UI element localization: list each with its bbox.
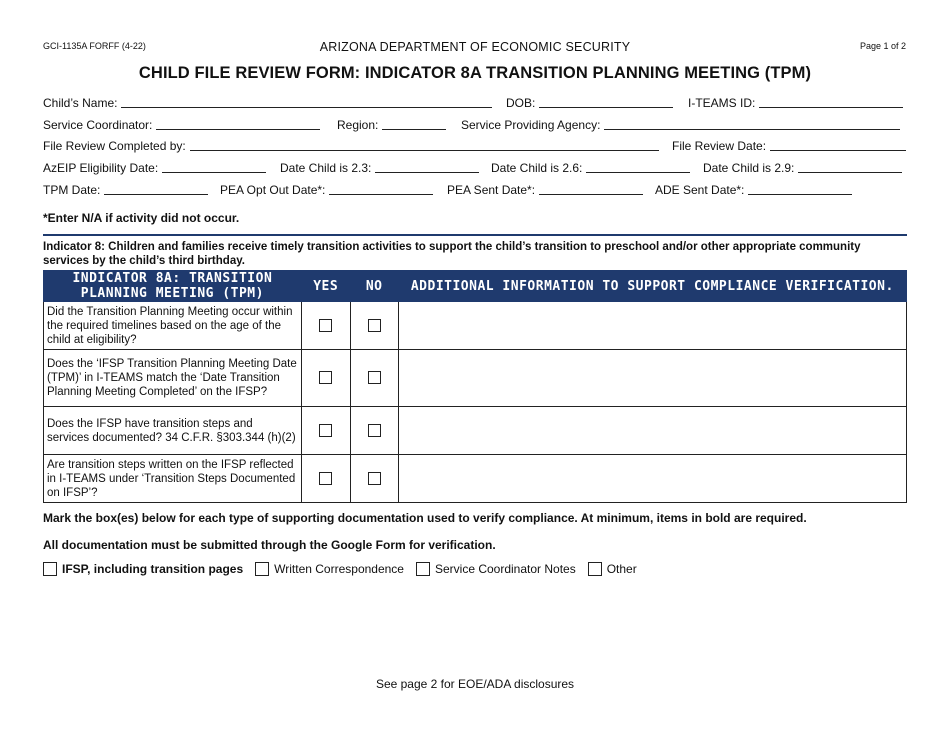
service-coordinator-notes-label: Service Coordinator Notes xyxy=(434,562,576,576)
service-coordinator-input[interactable] xyxy=(156,118,320,130)
no-cell xyxy=(350,350,398,407)
no-checkbox[interactable] xyxy=(368,371,381,384)
iteams-id-label: I-TEAMS ID: xyxy=(688,96,756,110)
file-review-date-field xyxy=(672,139,906,153)
childs-name-label: Child’s Name: xyxy=(43,96,118,110)
no-cell xyxy=(350,407,398,455)
doc-option-service-coordinator-notes[interactable] xyxy=(416,562,576,576)
date-child-2-9-input[interactable] xyxy=(798,161,902,173)
ifsp-label: IFSP, including transition pages xyxy=(62,562,244,576)
service-providing-agency-field xyxy=(461,118,900,132)
pea-sent-date-field xyxy=(447,183,643,197)
table-row xyxy=(44,350,907,407)
header-no: NO xyxy=(350,271,398,302)
indicator-description: Indicator 8: Children and families receive timely transition activities to support the child’s transition to preschool and/or other appropriate community services by the child’s third birthday. xyxy=(43,241,861,267)
file-review-completed-by-field xyxy=(43,139,659,153)
iteams-id-input[interactable] xyxy=(759,96,903,108)
section-divider xyxy=(43,234,907,236)
dob-input[interactable] xyxy=(539,96,673,108)
no-checkbox[interactable] xyxy=(368,424,381,437)
yes-checkbox[interactable] xyxy=(319,371,332,384)
doc-option-other[interactable] xyxy=(588,562,637,576)
service-providing-agency-label: Service Providing Agency: xyxy=(461,118,601,132)
service-coordinator-field xyxy=(43,118,320,132)
yes-cell xyxy=(301,455,350,503)
row-question: Does the ‘IFSP Transition Planning Meeting Date (TPM)’ in I-TEAMS match the ‘Date Transition Planning Meeting Completed’ on the IFSP? xyxy=(44,350,302,407)
table-header-row xyxy=(44,271,907,302)
date-child-2-6-label: Date Child is 2.6: xyxy=(491,161,583,175)
service-coordinator-notes-checkbox[interactable] xyxy=(416,562,430,576)
additional-info-cell[interactable] xyxy=(398,302,906,350)
doc-option-ifsp[interactable] xyxy=(43,562,243,576)
ade-sent-date-label: ADE Sent Date*: xyxy=(655,183,745,197)
yes-checkbox[interactable] xyxy=(319,424,332,437)
azeip-eligibility-date-input[interactable] xyxy=(162,161,266,173)
service-providing-agency-input[interactable] xyxy=(604,118,900,130)
submission-instructions: All documentation must be submitted through the Google Form for verification. xyxy=(43,538,496,552)
date-child-2-9-label: Date Child is 2.9: xyxy=(703,161,795,175)
header-info: ADDITIONAL INFORMATION TO SUPPORT COMPLIANCE VERIFICATION. xyxy=(398,271,906,302)
file-review-completed-by-label: File Review Completed by: xyxy=(43,139,186,153)
other-label: Other xyxy=(606,562,637,576)
no-cell xyxy=(350,302,398,350)
pea-opt-out-date-field xyxy=(220,183,433,197)
ade-sent-date-input[interactable] xyxy=(748,183,852,195)
additional-info-cell[interactable] xyxy=(398,407,906,455)
dob-label: DOB: xyxy=(506,96,536,110)
na-note: *Enter N/A if activity did not occur. xyxy=(43,211,240,225)
row-question: Does the IFSP have transition steps and services documented? 34 C.F.R. §303.344 (h)(2) xyxy=(44,407,302,455)
pea-opt-out-date-label: PEA Opt Out Date*: xyxy=(220,183,326,197)
row-question: Are transition steps written on the IFSP reflected in I-TEAMS under ‘Transition Steps Documented on IFSP’? xyxy=(44,455,302,503)
doc-option-written-correspondence[interactable] xyxy=(255,562,404,576)
other-checkbox[interactable] xyxy=(588,562,602,576)
table-row xyxy=(44,407,907,455)
documentation-options xyxy=(43,562,649,576)
header-yes: YES xyxy=(301,271,350,302)
region-label: Region: xyxy=(337,118,379,132)
written-correspondence-checkbox[interactable] xyxy=(255,562,269,576)
form-code: GCI-1135A FORFF (4-22) xyxy=(43,41,146,51)
file-review-date-input[interactable] xyxy=(770,139,906,151)
region-input[interactable] xyxy=(382,118,446,130)
agency-name: ARIZONA DEPARTMENT OF ECONOMIC SECURITY xyxy=(319,40,631,54)
azeip-eligibility-date-field xyxy=(43,161,266,175)
date-child-2-3-field xyxy=(280,161,479,175)
yes-cell xyxy=(301,302,350,350)
row-question: Did the Transition Planning Meeting occur within the required timelines based on the age of the child at eligibility? xyxy=(44,302,302,350)
no-checkbox[interactable] xyxy=(368,319,381,332)
table-row xyxy=(44,455,907,503)
azeip-eligibility-date-label: AzEIP Eligibility Date: xyxy=(43,161,159,175)
ade-sent-date-field xyxy=(655,183,852,197)
documentation-instructions: Mark the box(es) below for each type of supporting documentation used to verify compliance. At minimum, items in bold are required. xyxy=(43,511,807,525)
date-child-2-6-field xyxy=(491,161,690,175)
yes-cell xyxy=(301,407,350,455)
table-row xyxy=(44,302,907,350)
tpm-date-label: TPM Date: xyxy=(43,183,101,197)
no-cell xyxy=(350,455,398,503)
pea-sent-date-label: PEA Sent Date*: xyxy=(447,183,536,197)
childs-name-input[interactable] xyxy=(121,96,492,108)
header-question: INDICATOR 8A: TRANSITION PLANNING MEETING (TPM) xyxy=(44,271,302,302)
yes-checkbox[interactable] xyxy=(319,472,332,485)
additional-info-cell[interactable] xyxy=(398,350,906,407)
ifsp-checkbox[interactable] xyxy=(43,562,57,576)
yes-checkbox[interactable] xyxy=(319,319,332,332)
pea-sent-date-input[interactable] xyxy=(539,183,643,195)
dob-field xyxy=(506,96,673,110)
file-review-date-label: File Review Date: xyxy=(672,139,767,153)
service-coordinator-label: Service Coordinator: xyxy=(43,118,153,132)
page-title: CHILD FILE REVIEW FORM: INDICATOR 8A TRANSITION PLANNING MEETING (TPM) xyxy=(138,64,812,82)
indicator-table xyxy=(43,270,907,503)
date-child-2-6-input[interactable] xyxy=(586,161,690,173)
footer-disclosure: See page 2 for EOE/ADA disclosures xyxy=(375,677,575,691)
yes-cell xyxy=(301,350,350,407)
date-child-2-9-field xyxy=(703,161,902,175)
date-child-2-3-label: Date Child is 2.3: xyxy=(280,161,372,175)
region-field xyxy=(337,118,446,132)
file-review-completed-by-input[interactable] xyxy=(190,139,659,151)
pea-opt-out-date-input[interactable] xyxy=(329,183,433,195)
iteams-id-field xyxy=(688,96,903,110)
tpm-date-field xyxy=(43,183,208,197)
page-number: Page 1 of 2 xyxy=(859,41,906,51)
no-checkbox[interactable] xyxy=(368,472,381,485)
additional-info-cell[interactable] xyxy=(398,455,906,503)
tpm-date-input[interactable] xyxy=(104,183,208,195)
date-child-2-3-input[interactable] xyxy=(375,161,479,173)
childs-name-field xyxy=(43,96,492,110)
written-correspondence-label: Written Correspondence xyxy=(274,562,404,576)
